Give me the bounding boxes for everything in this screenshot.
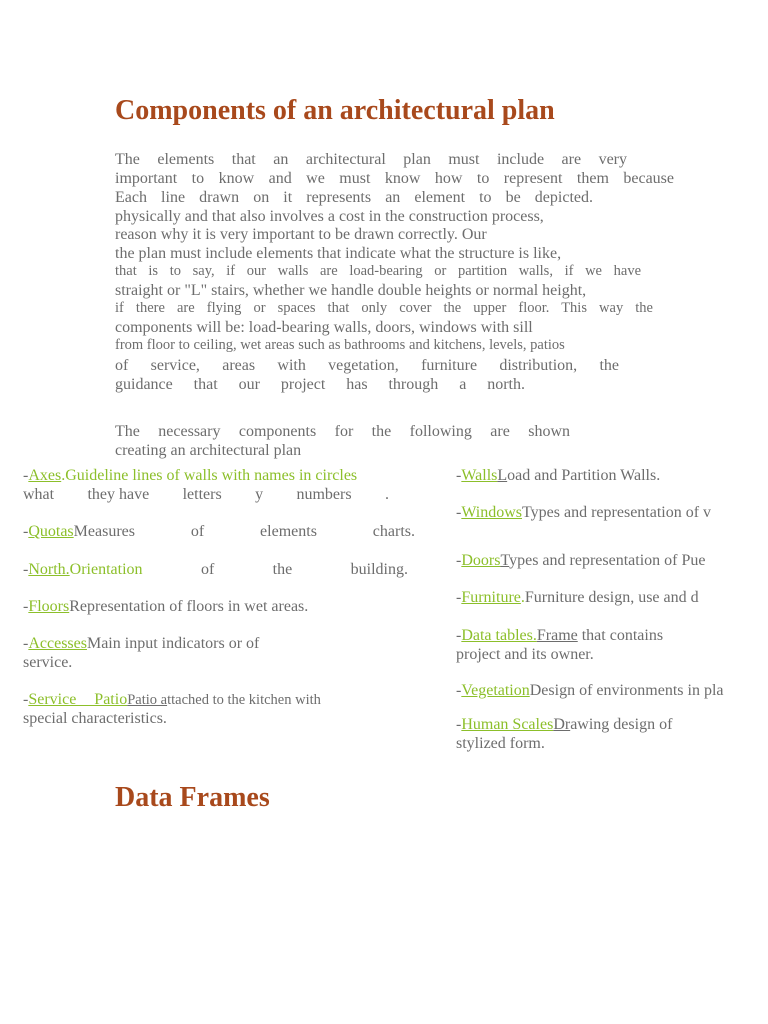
human-scales-description: awing design of <box>570 716 673 733</box>
vegetation-description: Design of environments in pla <box>529 682 724 699</box>
item-dash: - <box>23 523 29 540</box>
list-item-vegetation <box>456 681 724 700</box>
word: Measures <box>73 523 135 540</box>
accesses-description: Main input indicators or of <box>86 635 260 652</box>
word: elements <box>260 523 317 540</box>
human-scales-underlined: Dr <box>553 716 571 733</box>
axes-description: .Guideline lines of walls with names in circles <box>61 467 358 484</box>
word: of <box>200 561 215 578</box>
right-column <box>456 466 768 756</box>
term-human-scales[interactable]: Human Scales <box>461 716 554 733</box>
furniture-dot: . <box>520 589 525 606</box>
intro-line: components will be: load-bearing walls, doors, windows with sill <box>115 319 533 336</box>
list-item-floors <box>23 597 308 616</box>
axes-continuation <box>23 485 389 504</box>
list-item-accesses <box>23 634 259 653</box>
word: what <box>23 486 55 503</box>
word: of <box>190 523 205 540</box>
item-dash: - <box>456 552 462 569</box>
list-item-quotas <box>23 522 415 541</box>
doors-underlined: T <box>500 552 510 569</box>
item-dash: - <box>456 716 462 733</box>
necessary-line: The necessary components for the following are shown <box>115 423 570 440</box>
term-windows[interactable]: Windows <box>461 504 523 521</box>
intro-line: of service, areas with vegetation, furniture distribution, the <box>115 357 619 374</box>
word: they have <box>87 486 150 503</box>
service-patio-description: ttached to the kitchen with <box>167 692 321 708</box>
section-title-data-frames: Data Frames <box>115 782 270 813</box>
list-item-service-patio <box>23 690 321 710</box>
word: y <box>255 486 264 503</box>
term-furniture[interactable]: Furniture <box>461 589 521 606</box>
intro-line: physically and that also involves a cost in the construction process, <box>115 208 544 225</box>
service-patio-continuation: special characteristics. <box>23 710 167 727</box>
walls-underlined: L <box>497 467 508 484</box>
word: building. <box>350 561 408 578</box>
data-tables-description: that contains <box>577 627 664 644</box>
list-item-furniture <box>456 588 699 607</box>
item-dash: - <box>23 635 29 652</box>
list-item-axes <box>23 466 357 485</box>
word: numbers <box>296 486 352 503</box>
intro-line: The elements that an architectural plan must include are very <box>115 151 627 168</box>
term-service-patio[interactable]: Service Patio <box>28 691 128 708</box>
list-item-data-tables <box>456 626 663 645</box>
list-item-windows <box>456 503 711 522</box>
list-item-human-scales <box>456 715 672 734</box>
term-floors[interactable]: Floors <box>28 598 70 615</box>
term-quotas[interactable]: Quotas <box>28 523 74 540</box>
list-item-north <box>23 560 408 579</box>
word: the <box>272 561 293 578</box>
term-data-tables[interactable]: Data tables. <box>461 627 537 644</box>
data-tables-continuation: project and its owner. <box>456 646 594 663</box>
word: charts. <box>372 523 415 540</box>
list-item-walls <box>456 466 660 485</box>
term-vegetation[interactable]: Vegetation <box>461 682 530 699</box>
intro-line: if there are flying or spaces that only cover the upper floor. This way the <box>115 300 653 316</box>
left-column <box>23 466 423 736</box>
doors-description: ypes and representation of Pue <box>509 552 706 569</box>
intro-line: straight or "L" stairs, whether we handle double heights or normal height, <box>115 282 587 299</box>
term-walls[interactable]: Walls <box>461 467 498 484</box>
accesses-continuation: service. <box>23 654 73 671</box>
data-tables-underlined: Frame <box>536 627 578 644</box>
necessary-line: creating an architectural plan <box>115 442 302 459</box>
word: Orientation <box>69 561 143 578</box>
floors-description: Representation of floors in wet areas. <box>69 598 309 615</box>
furniture-description: Furniture design, use and d <box>524 589 699 606</box>
item-dash: - <box>23 561 29 578</box>
intro-line: important to know and we must know how to represent them because <box>115 170 674 187</box>
item-dash: - <box>456 467 462 484</box>
intro-line: reason why it is very important to be drawn correctly. Our <box>115 226 487 243</box>
term-accesses[interactable]: Accesses <box>28 635 87 652</box>
intro-line: the plan must include elements that indicate what the structure is like, <box>115 245 562 262</box>
intro-line: from floor to ceiling, wet areas such as bathrooms and kitchens, levels, patios <box>115 337 565 353</box>
list-item-doors <box>456 551 705 570</box>
human-scales-continuation: stylized form. <box>456 735 545 752</box>
walls-description: oad and Partition Walls. <box>507 467 661 484</box>
word: . <box>384 486 389 503</box>
item-dash: - <box>456 682 462 699</box>
item-dash: - <box>23 467 29 484</box>
page-title: Components of an architectural plan <box>115 95 555 126</box>
term-north[interactable]: North. <box>28 561 70 578</box>
intro-line: Each line drawn on it represents an element to be depicted. <box>115 189 593 206</box>
windows-description: Types and representation of v <box>522 504 712 521</box>
item-dash: - <box>23 598 29 615</box>
word: letters <box>182 486 222 503</box>
intro-line: that is to say, if our walls are load-bearing or partition walls, if we have <box>115 263 641 279</box>
item-dash: - <box>23 691 29 708</box>
item-dash: - <box>456 504 462 521</box>
item-dash: - <box>456 589 462 606</box>
term-doors[interactable]: Doors <box>461 552 501 569</box>
intro-line: guidance that our project has through a north. <box>115 376 525 393</box>
term-axes[interactable]: Axes <box>28 467 62 484</box>
patio-underlined: Patio a <box>127 692 168 708</box>
item-dash: - <box>456 627 462 644</box>
